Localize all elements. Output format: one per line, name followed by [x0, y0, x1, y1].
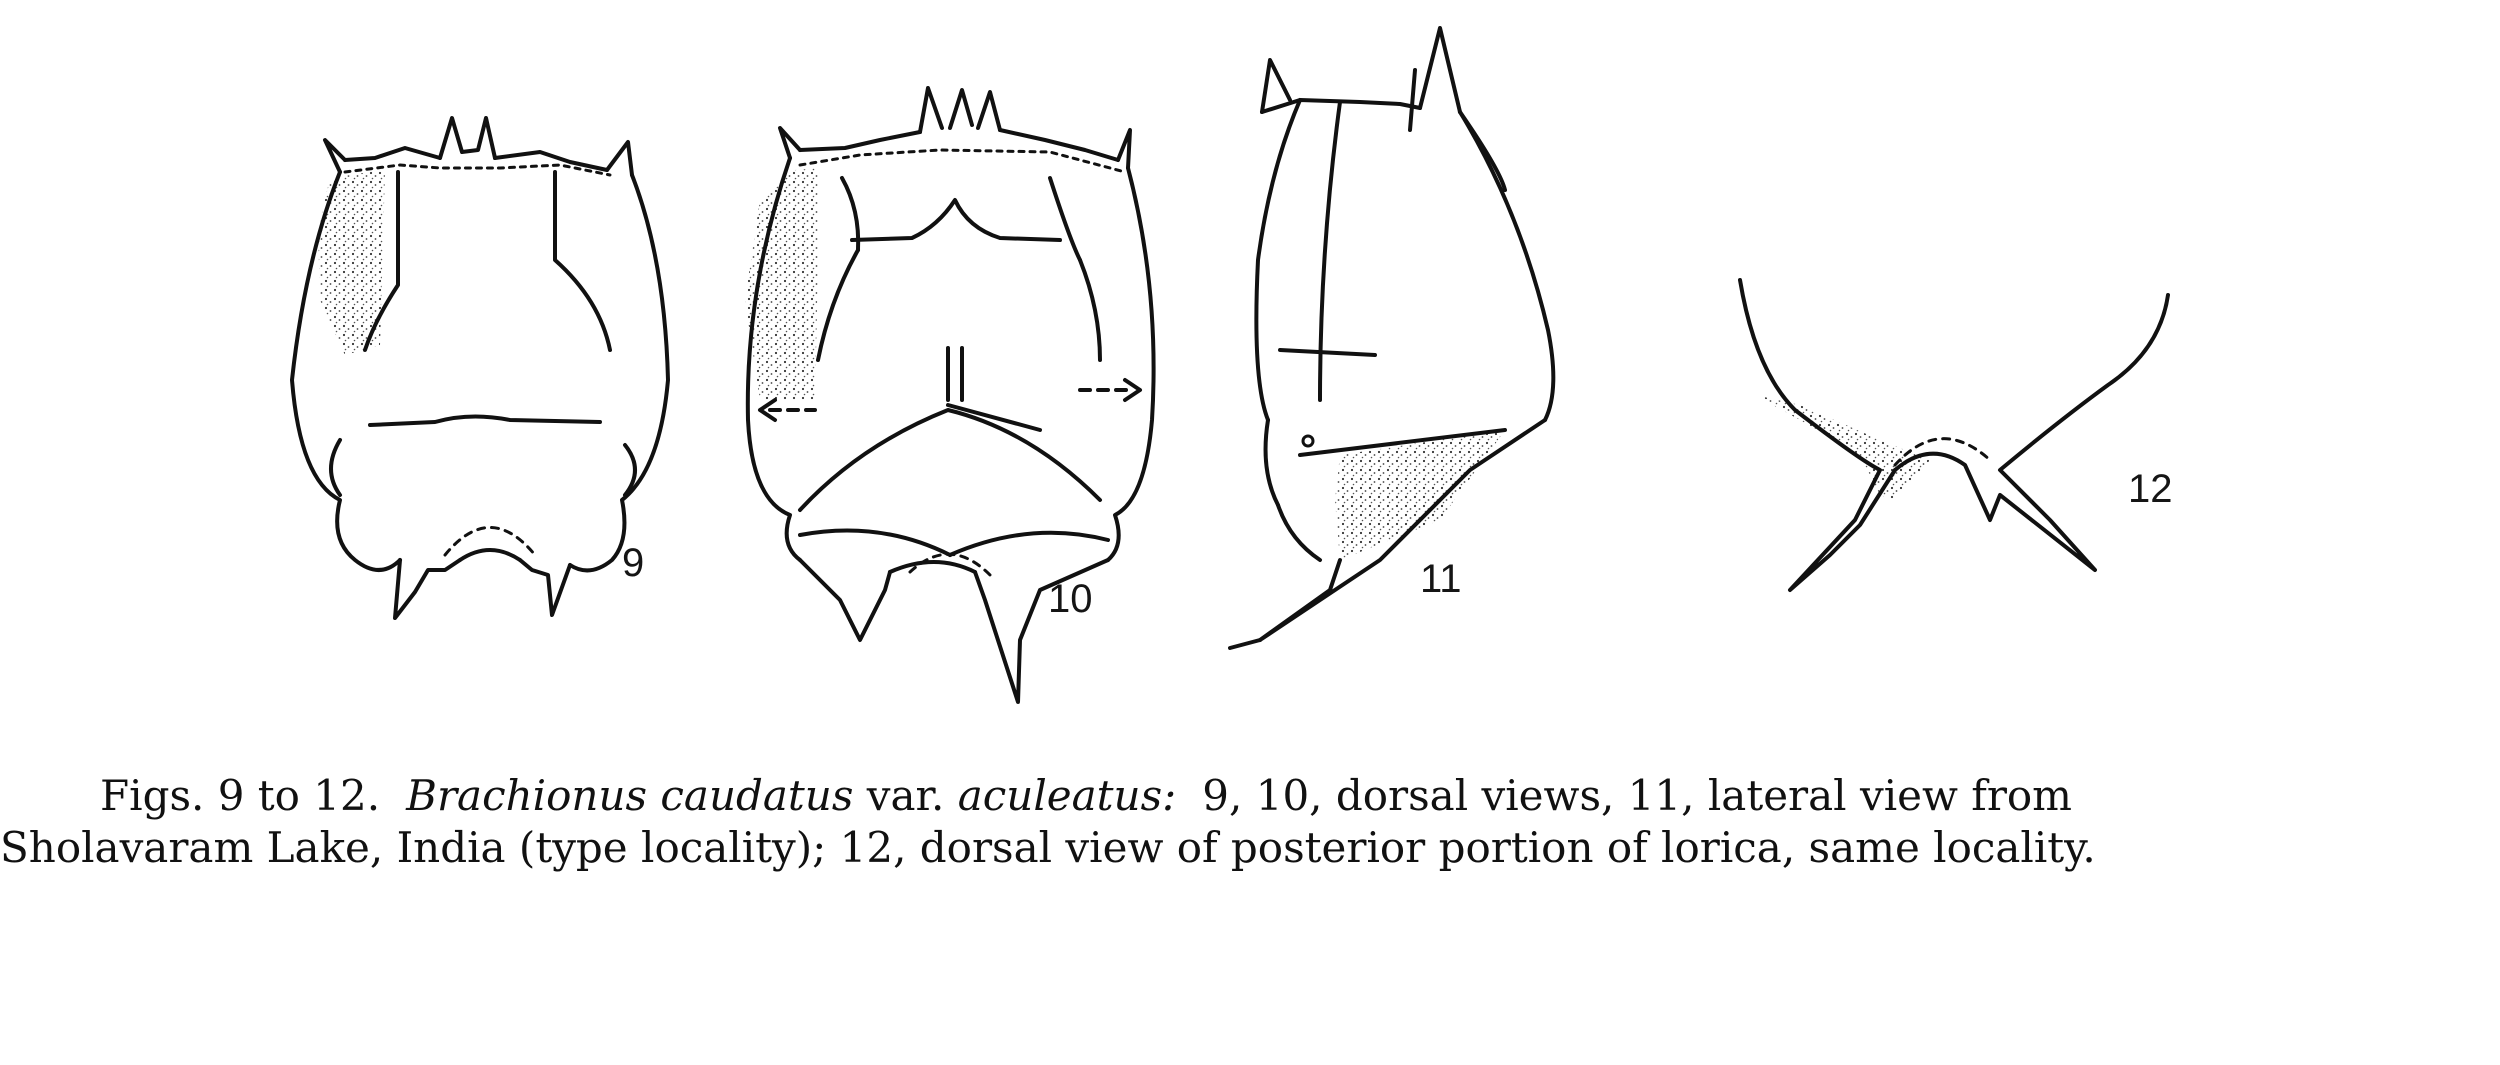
caption-species: Brachionus caudatus	[406, 771, 854, 820]
caption-line1-rest: 9, 10, dorsal views, 11, lateral view from	[1202, 771, 2073, 820]
figure-9-drawing	[292, 118, 668, 618]
figure-12-label: 12	[2128, 467, 2173, 511]
figure-12-drawing	[1740, 280, 2168, 590]
figure-10-label: 10	[1048, 577, 1093, 621]
figure-11-drawing	[1230, 28, 1553, 648]
caption-lead: Figs. 9 to 12.	[100, 771, 381, 820]
caption-line-1	[0, 770, 2500, 822]
figure-9-label: 9	[622, 541, 645, 585]
figure-11-label: 11	[1420, 557, 1462, 601]
caption-line-2: Sholavaram Lake, India (type locality); 12, dorsal view of posterior portion of lorica, same locality.	[0, 823, 2096, 872]
figure-caption	[0, 770, 2500, 874]
caption-var: var.	[866, 771, 945, 820]
caption-variety: aculeatus:	[957, 771, 1177, 820]
